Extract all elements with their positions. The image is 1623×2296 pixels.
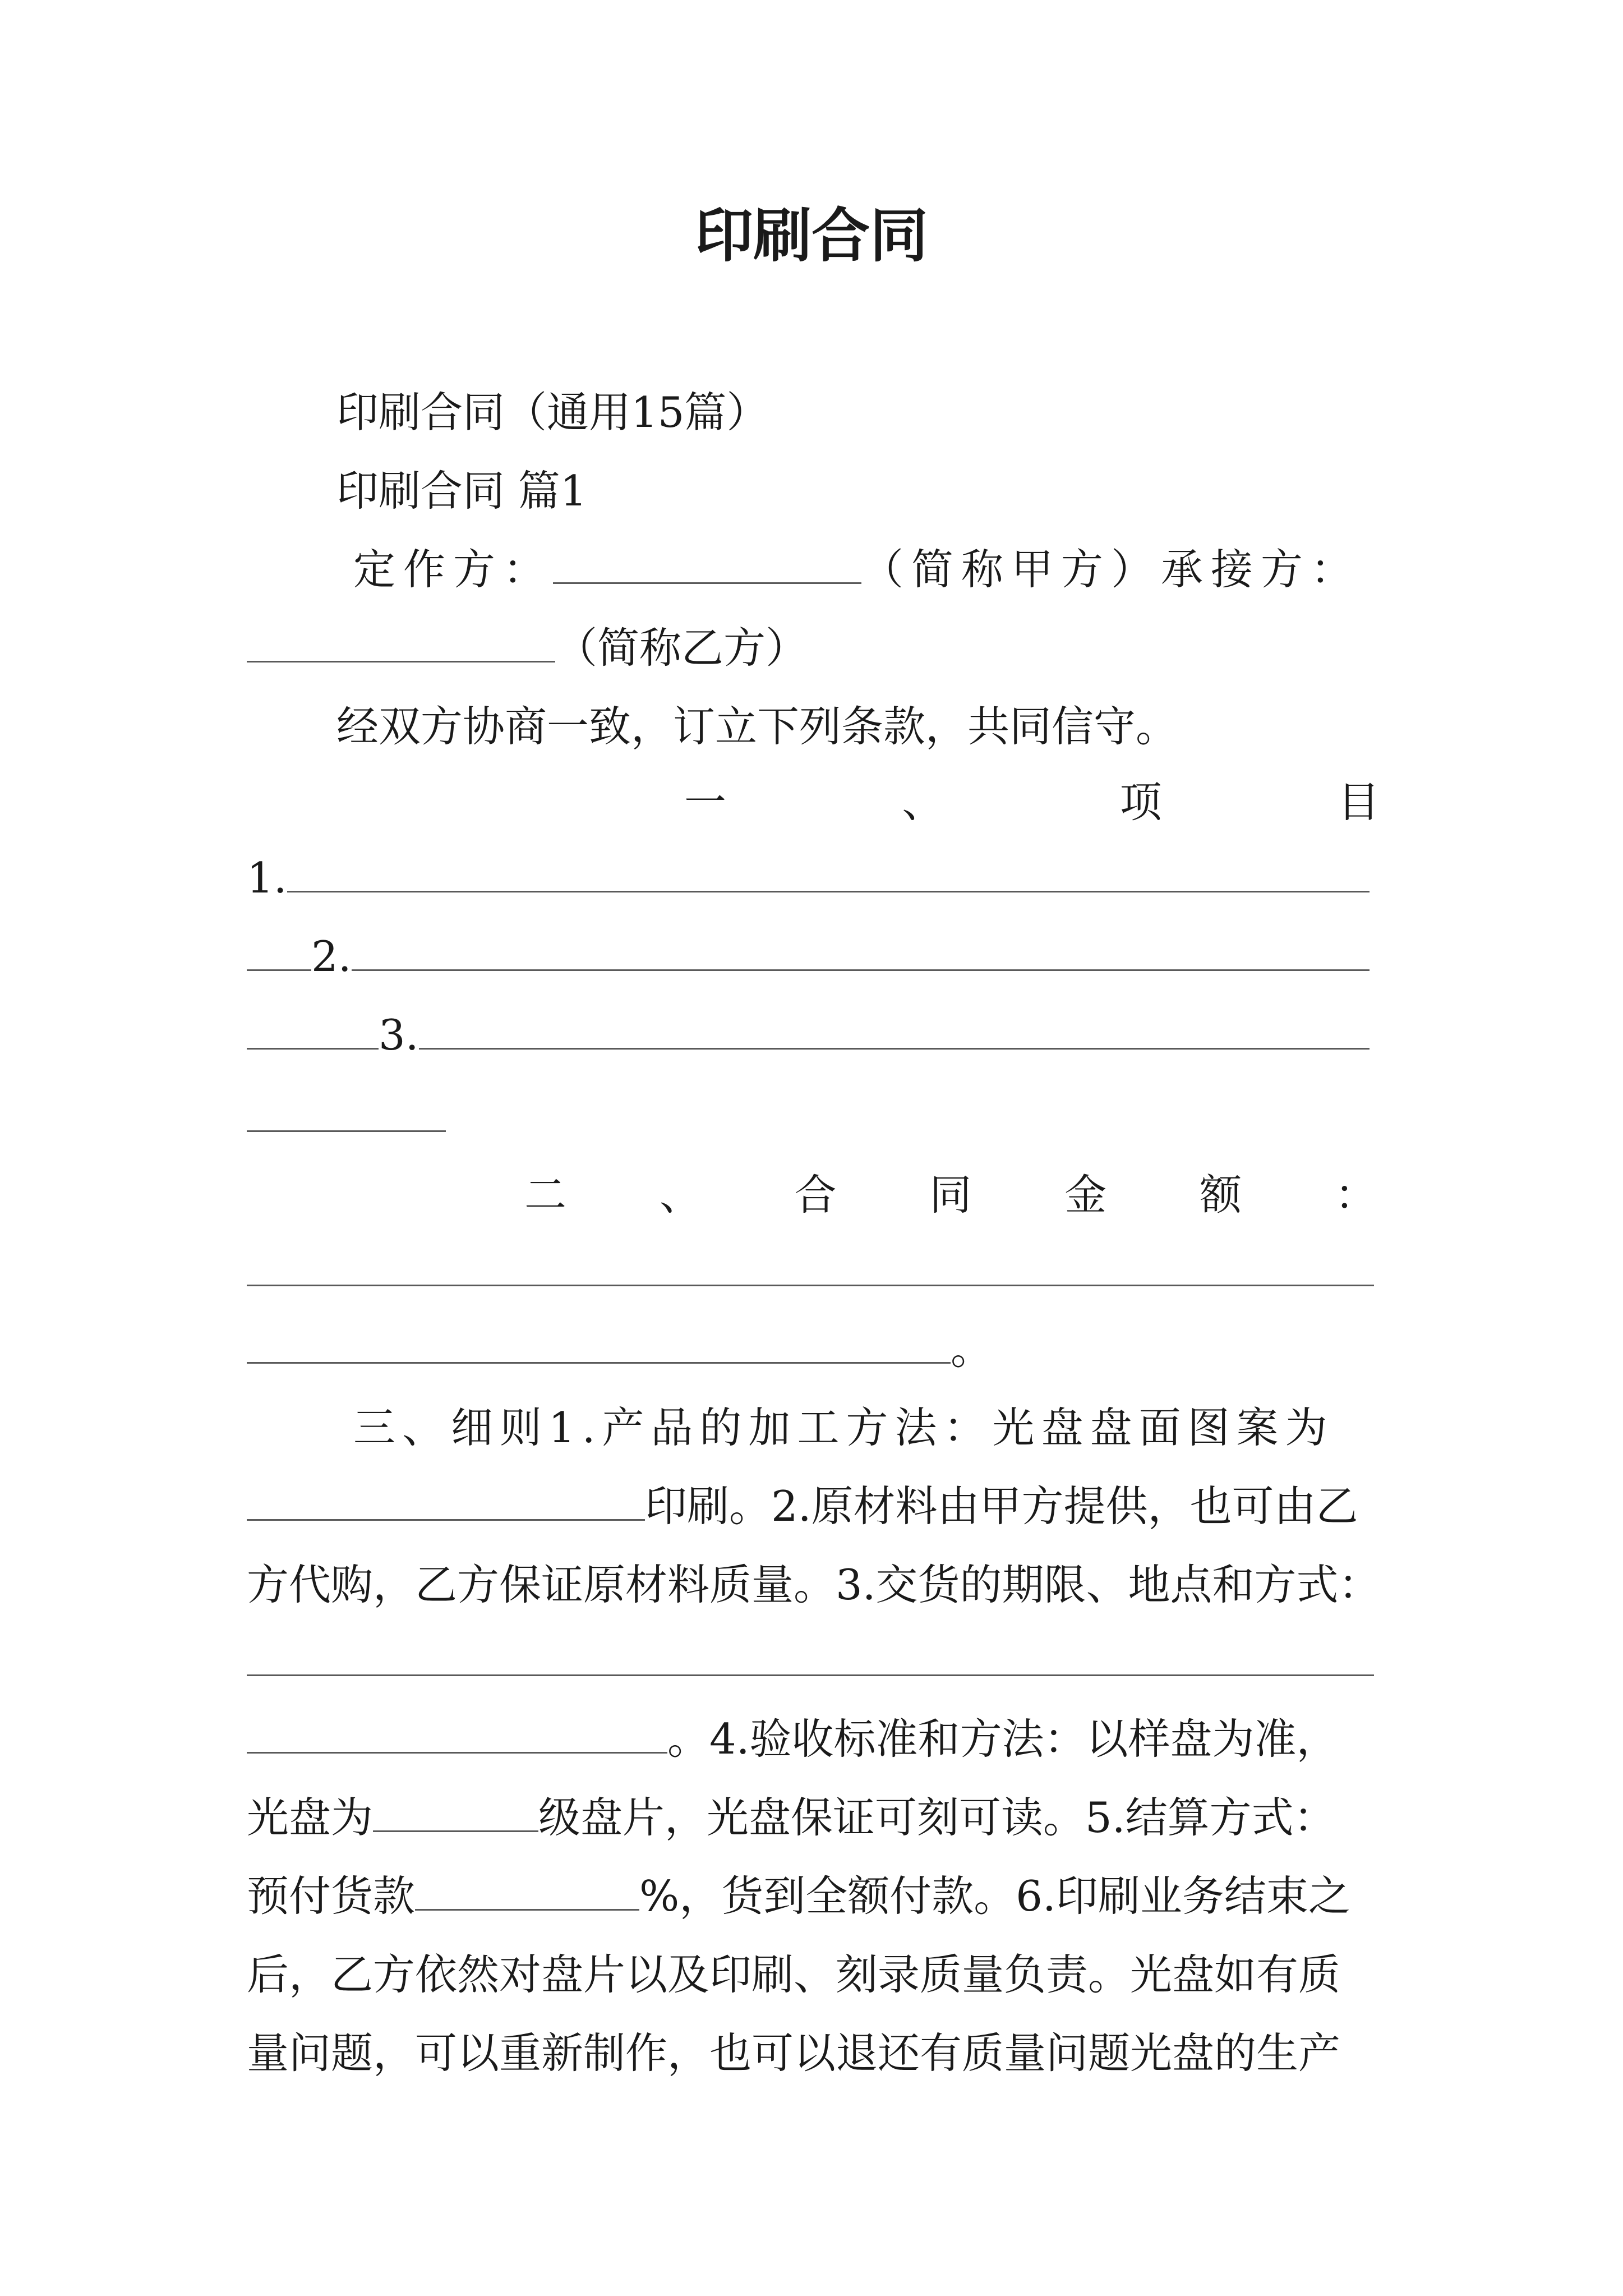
- clause-text: %，货到全额付款。6.印刷业务结束之: [639, 1871, 1350, 1921]
- heading-char: 额: [1200, 1170, 1242, 1220]
- item-number: 3.: [379, 1010, 419, 1060]
- contractor-note: （简称乙方）: [555, 623, 808, 673]
- subtitle: 印刷合同（通用15篇）: [336, 388, 769, 437]
- item-3-continuation-blank: [247, 1130, 446, 1132]
- client-blank: [553, 545, 861, 585]
- contractor-blank: [247, 623, 555, 663]
- section3-line: [247, 1711, 1339, 1767]
- heading-char: 一: [684, 777, 727, 827]
- item-blank: [352, 932, 1370, 972]
- document-title: 印刷合同: [694, 201, 928, 270]
- item-blank: [419, 1010, 1370, 1050]
- section3-line: [247, 1868, 1350, 1924]
- clause-text: 印刷。2.原材料由甲方提供，也可由乙: [645, 1481, 1358, 1531]
- section3-line: [247, 1478, 1358, 1534]
- clause-text: 预付货款: [247, 1871, 416, 1921]
- item-blank: [247, 1010, 379, 1050]
- heading-char: 合: [794, 1170, 837, 1220]
- heading-char: 项: [1119, 777, 1162, 827]
- clause-text: 级盘片，光盘保证可刻可读。5.结算方式：: [538, 1793, 1336, 1842]
- client-line: [353, 541, 1361, 597]
- section3-line: 后，乙方依然对盘片以及印刷、刻录质量负责。光盘如有质: [247, 1950, 1341, 1999]
- item-2: [247, 928, 1370, 984]
- contractor-line: [247, 620, 808, 676]
- item-blank: [287, 853, 1370, 893]
- item-number: 1.: [247, 853, 287, 903]
- heading-char: 金: [1064, 1170, 1107, 1220]
- item-blank: [247, 932, 311, 972]
- section3-line: [247, 1789, 1336, 1846]
- agreement-text: 经双方协商一致，订立下列条款，共同信守。: [336, 702, 1178, 751]
- heading-char: 目: [1337, 777, 1380, 827]
- section3-intro: 三、细则1.产品的加工方法：光盘盘面图案为: [353, 1403, 1334, 1452]
- client-note: （简称甲方）承接方：: [861, 545, 1361, 594]
- grade-blank: [373, 1793, 538, 1833]
- delivery-blank: [247, 1674, 1374, 1676]
- item-1: [247, 850, 1370, 906]
- section1-heading: [684, 774, 1380, 830]
- heading-char: 、: [902, 777, 944, 827]
- heading-char: 、: [659, 1170, 702, 1220]
- heading-char: 同: [929, 1170, 972, 1220]
- prepay-blank: [415, 1871, 639, 1911]
- clause-text: 光盘为: [247, 1793, 374, 1842]
- delivery-blank: [247, 1714, 667, 1754]
- client-label: 定作方：: [353, 545, 554, 594]
- section3-line: 方代购，乙方保证原材料质量。3.交货的期限、地点和方式：: [247, 1560, 1381, 1609]
- clause-text: 。4.验收标准和方法：以样盘为准，: [667, 1714, 1339, 1764]
- amount-blank: [247, 1285, 1374, 1286]
- amount-blank: [247, 1324, 951, 1364]
- amount-line: [247, 1321, 993, 1377]
- pattern-blank: [247, 1481, 645, 1521]
- section2-heading: [524, 1167, 1377, 1223]
- section3-line: 量问题，可以重新制作，也可以退还有质量问题光盘的生产: [247, 2028, 1341, 2078]
- amount-end: 。: [951, 1324, 993, 1374]
- heading-char: 二: [524, 1170, 567, 1220]
- heading-char: ：: [1334, 1170, 1377, 1220]
- item-number: 2.: [311, 932, 352, 981]
- article-heading: 印刷合同 篇1: [336, 466, 587, 516]
- item-3: [247, 1007, 1370, 1063]
